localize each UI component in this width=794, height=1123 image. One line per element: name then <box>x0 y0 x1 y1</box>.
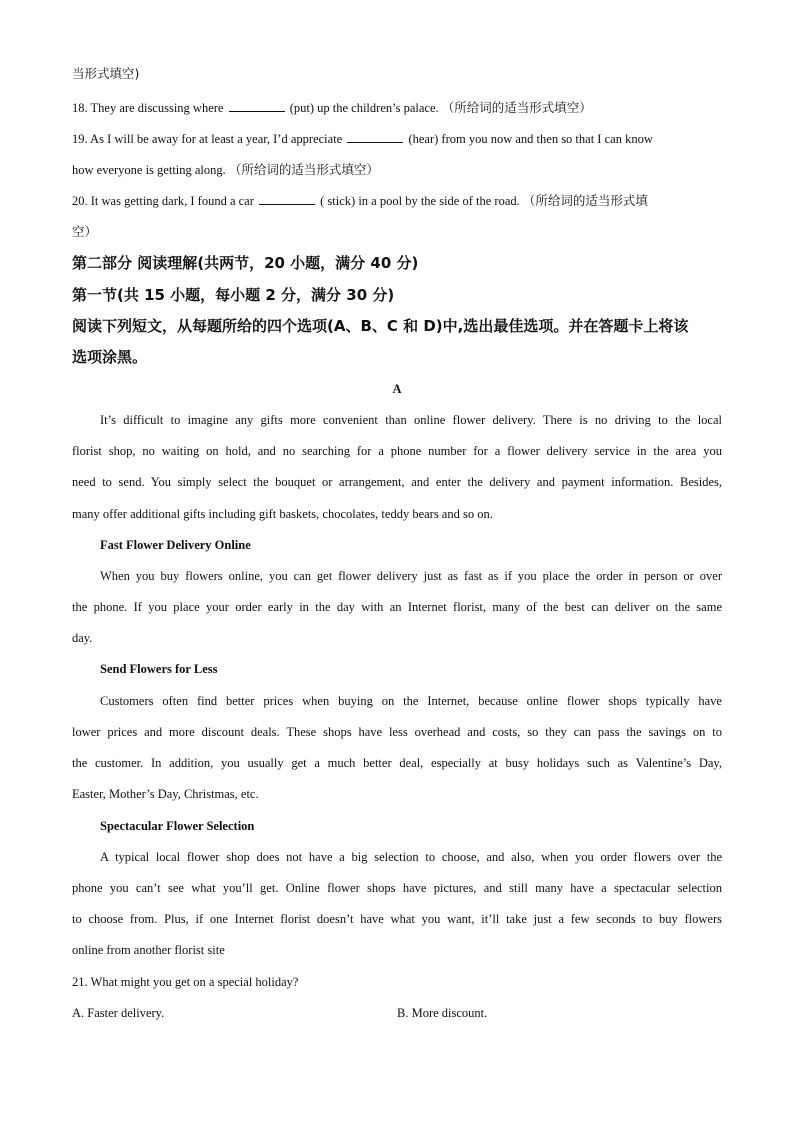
question-18: 18. They are discussing where (put) up the children’s palace. （所给词的适当形式填空） <box>72 100 592 115</box>
q17-tail: 当形式填空) <box>72 66 140 81</box>
question-19-line2: how everyone is getting along. （所给词的适当形式填空） <box>72 162 379 177</box>
para3-line2: lower prices and more discount deals. These shops have less overhead and costs, so they can pass the savings on to <box>72 725 722 739</box>
question-19: 19. As I will be away for at least a year, I’d appreciate (hear) from you now and then so that I can know <box>72 132 653 146</box>
para2-line1: When you buy flowers online, you can get flower delivery just as fast as if you place the order in person or over <box>100 569 722 583</box>
instruction-line1: 阅读下列短文，从每题所给的四个选项(A、B、C 和 D)中,选出最佳选项。并在答题卡上将该 <box>72 317 689 335</box>
para3-line3: the customer. In addition, you usually get a much better deal, especially at busy holidays such as Valentine’s Day, <box>72 756 722 770</box>
para3-line1: Customers often find better prices when buying on the Internet, because online flower shops typically have <box>100 694 722 708</box>
option-a[interactable]: A. Faster delivery. <box>72 1006 165 1020</box>
heading-send-for-less: Send Flowers for Less <box>100 662 218 676</box>
para3-line4: Easter, Mother’s Day, Christmas, etc. <box>72 787 259 801</box>
part2-title: 第二部分 阅读理解(共两节，20 小题，满分 40 分) <box>72 254 419 272</box>
heading-fast-delivery: Fast Flower Delivery Online <box>100 538 251 552</box>
para4-line4: online from another florist site <box>72 943 225 957</box>
answer-blank-20[interactable] <box>259 193 315 205</box>
para1-line1: It’s difficult to imagine any gifts more convenient than online flower delivery. There is no driving to the local <box>100 413 722 427</box>
para4-line3: to choose from. Plus, if one Internet florist doesn’t have what you want, it’ll take just a few seconds to buy flowers <box>72 912 722 926</box>
question-20: 20. It was getting dark, I found a car ( stick) in a pool by the side of the road. （所给词的适当形式填 <box>72 193 648 208</box>
heading-spectacular-selection: Spectacular Flower Selection <box>100 819 255 833</box>
option-b[interactable]: B. More discount. <box>397 1006 488 1020</box>
answer-blank-19[interactable] <box>347 131 403 143</box>
passage-label: A <box>392 382 402 396</box>
question-20-tail: 空） <box>72 224 98 239</box>
para2-line2: the phone. If you place your order early in the day with an Internet florist, many of the best can deliver on the same <box>72 600 722 614</box>
para1-line3: need to send. You simply select the bouquet or arrangement, and enter the delivery and payment information. Besides, <box>72 475 722 489</box>
para4-line2: phone you can’t see what you’ll get. Online flower shops have pictures, and still many have a spectacular selection <box>72 881 722 895</box>
instruction-line2: 选项涂黑。 <box>72 348 148 366</box>
para1-line4: many offer additional gifts including gift baskets, chocolates, teddy bears and so on. <box>72 507 493 521</box>
para1-line2: florist shop, no waiting on hold, and no searching for a phone number for a flower delivery service in the area you <box>72 444 722 458</box>
answer-blank-18[interactable] <box>229 100 285 112</box>
question-21-stem: 21. What might you get on a special holiday? <box>72 975 299 989</box>
para2-line3: day. <box>72 631 93 645</box>
section1-title: 第一节(共 15 小题，每小题 2 分，满分 30 分) <box>72 286 395 304</box>
para4-line1: A typical local flower shop does not have a big selection to choose, and also, when you order flowers over the <box>100 850 722 864</box>
